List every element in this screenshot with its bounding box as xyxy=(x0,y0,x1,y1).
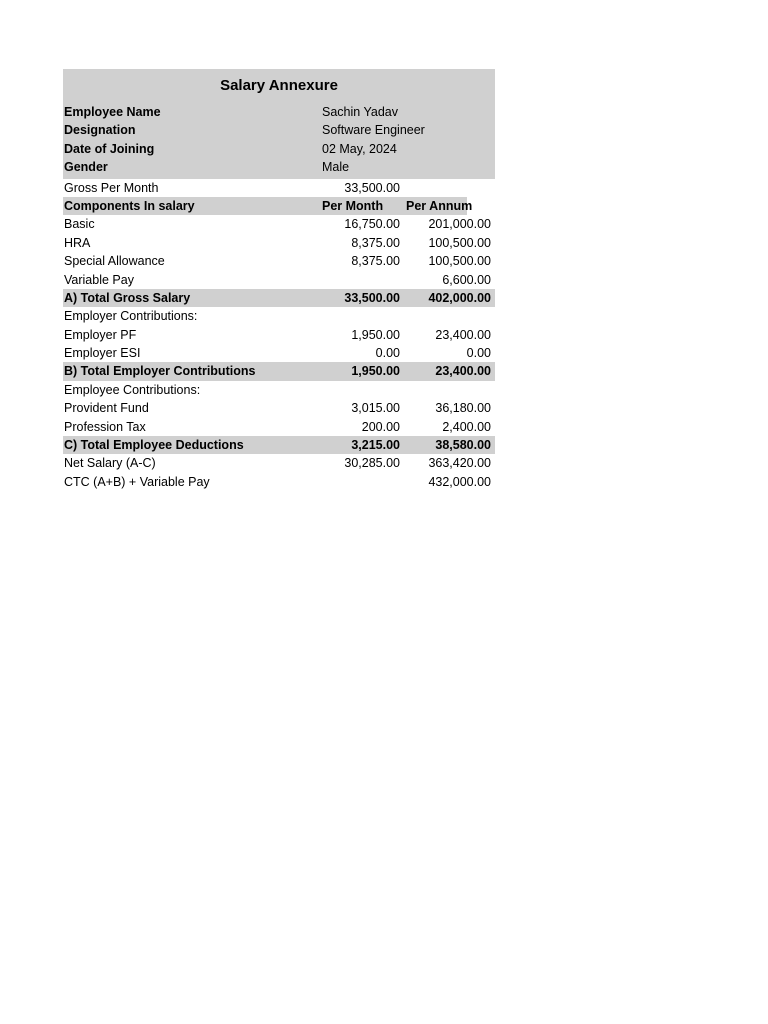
ctc-row xyxy=(63,473,495,491)
per-month-header: Per Month xyxy=(322,198,384,213)
gender-label: Gender xyxy=(64,160,108,175)
total-employer-row xyxy=(63,362,495,380)
employer-contrib-heading-row xyxy=(63,307,495,325)
net-salary-per-month: 30,285.00 xyxy=(344,456,400,471)
row-per-month: 200.00 xyxy=(361,419,400,434)
components-header-row xyxy=(63,197,495,215)
designation-row xyxy=(63,121,495,139)
row-label: Provident Fund xyxy=(64,401,149,416)
row-per-annum: 201,000.00 xyxy=(428,217,491,232)
row-label: Variable Pay xyxy=(64,272,134,287)
designation-label: Designation xyxy=(64,123,136,138)
employee-contrib-heading-row xyxy=(63,381,495,399)
per-annum-header: Per Annum xyxy=(406,198,473,213)
row-per-annum: 6,600.00 xyxy=(442,272,491,287)
employee-name-value: Sachin Yadav xyxy=(322,105,398,119)
gender-row xyxy=(63,158,495,176)
employee-contrib-heading: Employee Contributions: xyxy=(64,382,201,397)
row-per-annum: 23,400.00 xyxy=(435,327,491,342)
total-gross-label: A) Total Gross Salary xyxy=(64,290,191,305)
table-row xyxy=(63,234,495,252)
net-salary-row xyxy=(63,454,495,472)
ctc-per-annum: 432,000.00 xyxy=(428,474,491,489)
page-title: Salary Annexure xyxy=(220,77,338,94)
row-label: Basic xyxy=(64,217,95,232)
row-per-month: 0.00 xyxy=(375,346,400,361)
row-per-annum: 2,400.00 xyxy=(442,419,491,434)
gross-per-month-label: Gross Per Month xyxy=(64,180,159,195)
row-per-month: 8,375.00 xyxy=(351,235,400,250)
ctc-label: CTC (A+B) + Variable Pay xyxy=(64,474,210,489)
net-salary-label: Net Salary (A-C) xyxy=(64,456,156,471)
table-row xyxy=(63,215,495,233)
employee-name-label: Employee Name xyxy=(64,105,161,119)
row-per-annum: 0.00 xyxy=(466,346,491,361)
table-row xyxy=(63,252,495,270)
row-per-month: 1,950.00 xyxy=(351,327,400,342)
total-gross-per-annum: 402,000.00 xyxy=(428,290,491,305)
table-row xyxy=(63,271,495,289)
row-per-annum: 100,500.00 xyxy=(428,235,491,250)
total-employee-label: C) Total Employee Deductions xyxy=(64,438,244,453)
employer-contrib-heading: Employer Contributions: xyxy=(64,309,198,324)
total-employee-per-month: 3,215.00 xyxy=(351,438,400,453)
row-per-annum: 36,180.00 xyxy=(435,401,491,416)
gross-per-month-row xyxy=(63,179,495,197)
row-per-month: 8,375.00 xyxy=(351,254,400,269)
total-employee-per-annum: 38,580.00 xyxy=(435,438,491,453)
row-label: Special Allowance xyxy=(64,254,165,269)
employee-name-row xyxy=(63,103,495,121)
row-label: Employer ESI xyxy=(64,346,141,361)
table-row xyxy=(63,418,495,436)
table-row xyxy=(63,399,495,417)
net-salary-per-annum: 363,420.00 xyxy=(428,456,491,471)
table-row xyxy=(63,326,495,344)
row-per-annum: 100,500.00 xyxy=(428,254,491,269)
table-row xyxy=(63,344,495,362)
row-per-month: 3,015.00 xyxy=(351,401,400,416)
total-employee-row xyxy=(63,436,495,454)
components-header-label: Components In salary xyxy=(64,198,195,213)
total-gross-row xyxy=(63,289,495,307)
salary-annexure-table xyxy=(63,69,495,491)
row-per-month: 16,750.00 xyxy=(344,217,400,232)
row-label: HRA xyxy=(64,235,91,250)
total-employer-per-annum: 23,400.00 xyxy=(435,364,491,379)
doj-value: 02 May, 2024 xyxy=(322,141,397,156)
header-block xyxy=(63,69,495,179)
gender-value: Male xyxy=(322,160,350,175)
total-gross-per-month: 33,500.00 xyxy=(344,290,400,305)
total-employer-label: B) Total Employer Contributions xyxy=(64,364,256,379)
doj-label: Date of Joining xyxy=(64,141,155,156)
doj-row xyxy=(63,140,495,158)
gross-per-month-value: 33,500.00 xyxy=(344,180,400,195)
row-label: Employer PF xyxy=(64,327,137,342)
total-employer-per-month: 1,950.00 xyxy=(351,364,400,379)
row-label: Profession Tax xyxy=(64,419,146,434)
designation-value: Software Engineer xyxy=(322,123,425,138)
